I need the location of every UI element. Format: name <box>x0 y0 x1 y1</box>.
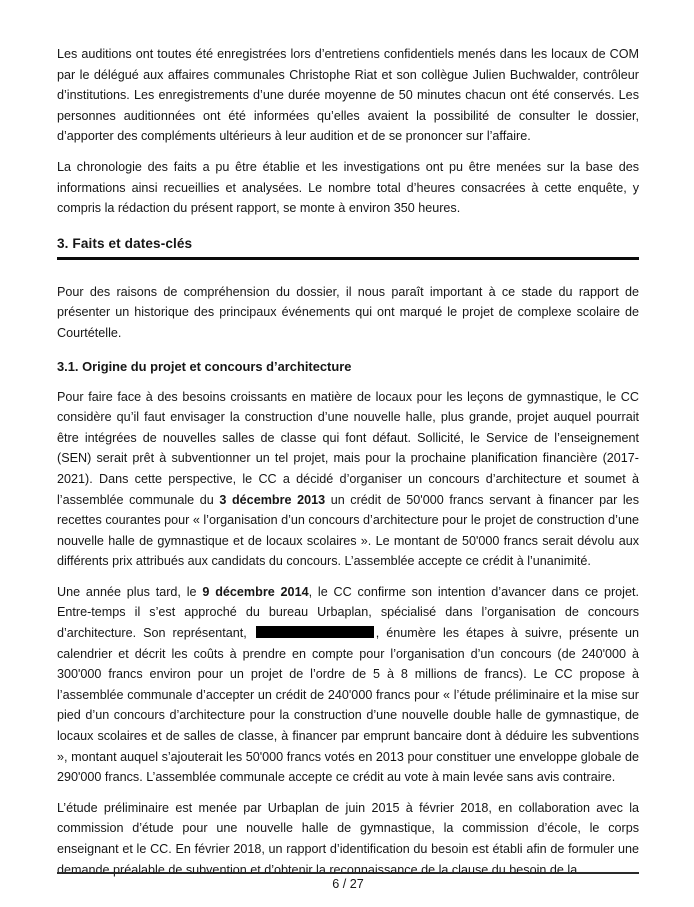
page-footer <box>57 872 639 891</box>
paragraph-auditions: Les auditions ont toutes été enregistrées lors d’entretiens confidentiels menés dans les locaux de COM par le délégué aux affaires communales Christophe Riat et son collègue Julien Buchwalder, contrôleur d’institutions. Les enregistrements d’une durée moyenne de 50 minutes chacun ont été conservés. Les personnes auditionnées ont été informées qu’elles avaient la possibilité de consulter le dossier, d’apporter des compléments ultérieurs à leur audition et de se prononcer sur l’affaire. <box>57 47 639 144</box>
subsection-heading-origine-projet: 3.1. Origine du projet et concours d’architecture <box>57 358 352 374</box>
page-number: 6 / 27 <box>332 877 364 891</box>
paragraph-chronologie: La chronologie des faits a pu être établie et les investigations ont pu être menées sur la base des informations ainsi recueillies et analysées. Le nombre total d’heures consacrées à cette enquête, y compris la rédaction du présent rapport, se monte à environ 350 heures. <box>57 159 639 216</box>
text-segment: Pour faire face à des besoins croissants en matière de locaux pour les leçons de gymnastique, le CC considère qu’il faut envisager la construction d’une nouvelle halle, plus grande, projet auquel pourrait être intégrées de nouvelles salles de classe qui font défaut. Sollicité, le Service de l’enseignement (SEN) serait prêt à subventionner un tel projet, mais pour la prochaine planification financière (2017-2021). Dans cette perspective, le CC a décidé d’organiser un concours d’architecture et soumet à l’assemblée communale du <box>57 389 639 507</box>
paragraph-urbaplan-credit <box>57 582 639 788</box>
redaction-bar <box>256 626 374 638</box>
document-content <box>57 44 639 890</box>
text-segment: Une année plus tard, le <box>57 584 203 599</box>
bold-date-9-decembre-2014: 9 décembre 2014 <box>202 584 309 599</box>
paragraph-etude-preliminaire: L’étude préliminaire est menée par Urbaplan de juin 2015 à février 2018, en collaboration avec la commission d’étude pour une nouvelle halle de gymnastique, la commission d’école, le corps enseignant et le CC. En février 2018, un rapport d’identification du besoin est établi afin de formuler une demande préalable de subvention et d’obtenir la reconnaissance de la clause du besoin de la <box>57 800 639 877</box>
paragraph-origine-concours <box>57 387 639 572</box>
section-heading-faits-et-dates-cles: 3. Faits et dates-clés <box>57 236 639 260</box>
paragraph-comprehension: Pour des raisons de compréhension du dossier, il nous paraît important à ce stade du rapport de présenter un historique des principaux événements qui ont marqué le projet de complexe scolaire de Courtételle. <box>57 284 639 340</box>
text-segment: un crédit de 50'000 francs servant à financer par les recettes courantes pour « l’organisation d’un concours d’architecture pour le projet de construction d’une nouvelle halle de gymnastique et de locaux scolaires ». Le montant de 50'000 francs serait dévolu aux différents prix attribués aux candidats du concours. L’assemblée accepte ce crédit à l’unanimité. <box>57 492 639 569</box>
text-segment: , le CC confirme son intention d’avancer dans ce projet. Entre-temps il s’est approché du bureau Urbaplan, spécialisé dans l’organisation de concours d’architecture. Son représentant, <box>57 584 639 641</box>
text-segment: , énumère les étapes à suivre, présente un calendrier et décrit les coûts à prendre en compte pour l’organisation d’un concours (de 240'000 à 300'000 francs environ pour un projet de l’ordre de 5 à 8 millions de francs). Le CC propose à l’assemblée communale d’accepter un crédit de 240'000 francs pour « l’étude préliminaire et la mise sur pied d’un concours d’architecture pour la construction d’une nouvelle double halle de gymnastique, de locaux scolaires et de salles de classe, à financer par emprunt bancaire dont à déduire les subventions », montant auquel s’ajouterait les 50'000 francs votés en 2013 pour constituer une enveloppe globale de 290'000 francs. L’assemblée communale accepte ce crédit au vote à main levée sans avis contraire. <box>57 626 639 785</box>
bold-date-3-decembre-2013: 3 décembre 2013 <box>219 492 326 507</box>
